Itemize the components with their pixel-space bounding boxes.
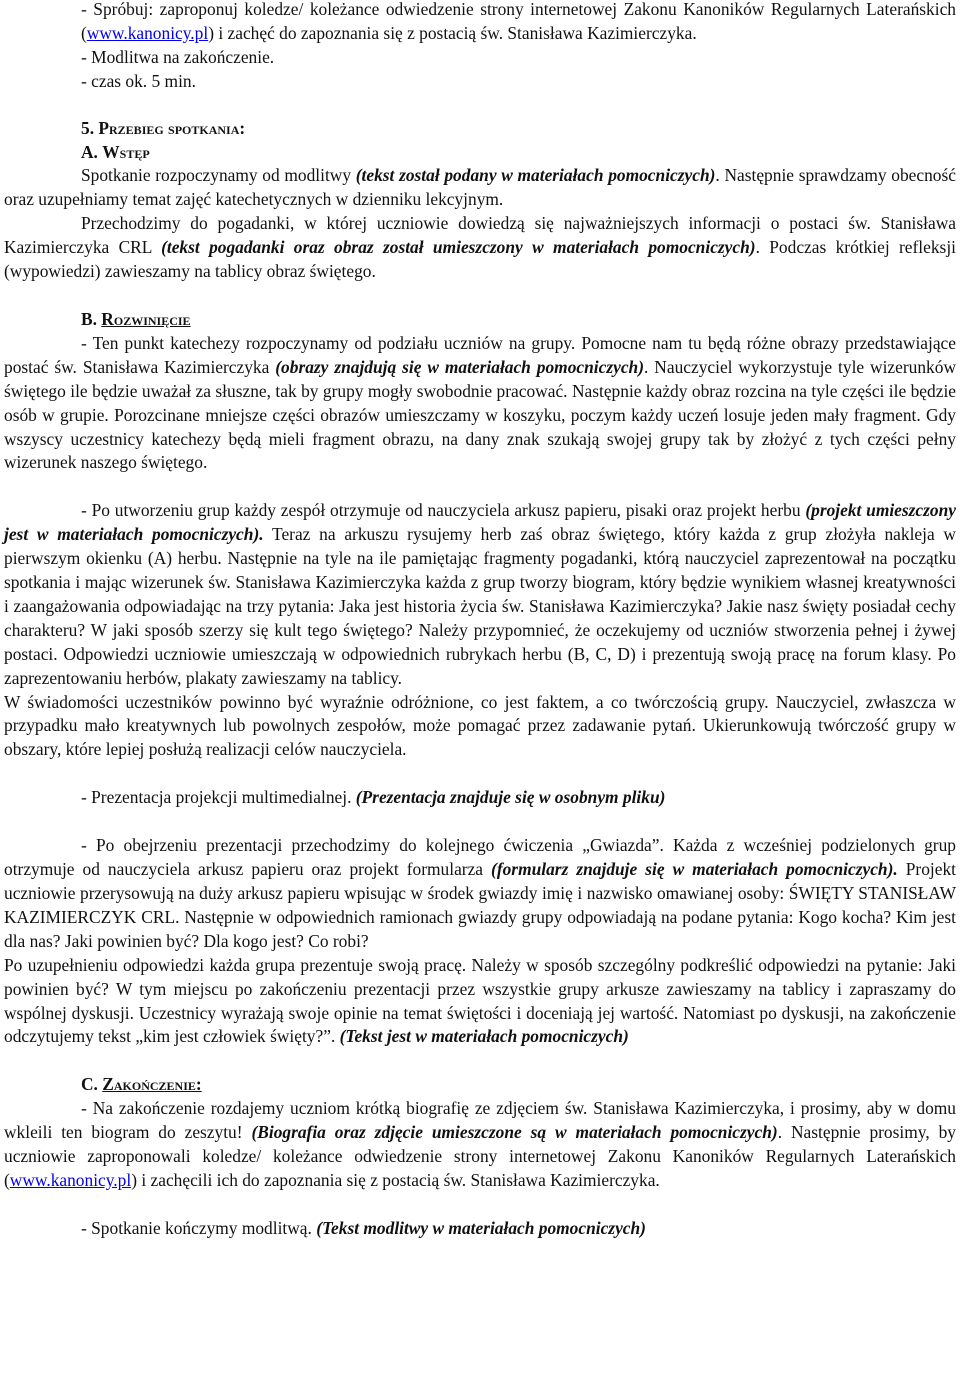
section-b-paragraph-1: [4, 332, 956, 475]
section-5-title: Przebieg spotkania:: [98, 117, 246, 138]
b-p1-text: - Ten punkt katechezy rozpoczynamy od podziału uczniów na grupy. Pomocne nam tu będą różne obrazy przedstawiające postać św. Stanisława Kazimierczyka: [4, 332, 956, 377]
b-p2-text: - Po utworzeniu grup każdy zespół otrzymuje od nauczyciela arkusz papieru, pisaki oraz projekt herbu: [81, 500, 806, 521]
section-b-paragraph-6: [4, 954, 956, 1050]
section-b-title: Rozwinięcie: [101, 308, 191, 329]
section-b-paragraph-3: W świadomości uczestników powinno być wyraźnie odróżnione, co jest faktem, a co twórczością grupy. Nauczyciel, zwłaszcza w przypadku mało kreatywnych lub powolnych zespołów, może pomagać przez zadawanie pytań. Ukierunkowują twórczość grupy w obszary, które lepiej posłużą realizacji celów nauczyciela.: [4, 691, 956, 760]
intro-text-post: ) i zachęć do zapoznania się z postacią św. Stanisława Kazimierczyka.: [208, 22, 697, 43]
b-p5-text: - Po obejrzeniu prezentacji przechodzimy do kolejnego ćwiczenia „Gwiazda”. Każda z wcześniej podzielonych grup otrzymuje od nauczyciela arkusz papieru oraz projekt formularza: [4, 835, 956, 880]
section-c-title: Zakończenie:: [102, 1074, 202, 1095]
b-p1-emphasis: (obrazy znajdują się w materiałach pomocniczych): [275, 356, 645, 377]
b-p4-emphasis: (Prezentacja znajduje się w osobnym pliku): [355, 787, 666, 808]
intro-text-pre: - Spróbuj: zaproponuj koledze/ koleżance odwiedzenie strony internetowej Zakonu Kanoników Regularnych Laterańskich (: [81, 0, 956, 43]
kanonicy-link-2[interactable]: www.kanonicy.pl: [9, 1169, 132, 1190]
section-a-heading: [4, 141, 956, 165]
b-p4-text: - Prezentacja projekcji multimedialnej.: [81, 787, 356, 808]
b-p1-rest: . Nauczyciel wykorzystuje tyle wizerunków świętego ile będzie uważał za słuszne, tak by grupy mogły swobodnie pracować. Następnie każdy obraz rozcina na tyle części ile będzie osób w grupie. Porozcinane mniejsze części obrazów umieszczamy w koszyku, poczym każdy uczeń losuje jeden mały fragment. Gdy wszyscy uczestnicy katechezy będą mieli fragment obrazu, na dany znak szukają swojej grupy tak by złożyć z tych części pełny wizerunek naszego świętego.: [4, 356, 957, 473]
a-p1-text: Spotkanie rozpoczynamy od modlitwy: [81, 165, 356, 186]
a-p1-emphasis: (tekst został podany w materiałach pomocniczych): [355, 165, 716, 186]
intro-prayer-line: - Modlitwa na zakończenie.: [81, 46, 275, 67]
b-p6-emphasis: (Tekst jest w materiałach pomocniczych): [339, 1026, 629, 1047]
section-5-number: 5.: [81, 117, 99, 138]
section-a-paragraph-2: [4, 212, 956, 284]
a-p2-rest: . Podczas krótkiej refleksji (wypowiedzi) zawieszamy na tablicy obraz świętego.: [4, 237, 956, 282]
section-a-paragraph-1: [4, 164, 956, 212]
b-p5-emphasis: (formularz znajduje się w materiałach pomocniczych).: [491, 859, 898, 880]
section-a-number: A.: [81, 141, 103, 162]
b-p6-text: Po uzupełnieniu odpowiedzi każda grupa prezentuje swoją pracę. Należy w sposób szczególny podkreślić odpowiedzi na pytanie: Jaki powinien być? W tym miejscu po zakończeniu prezentacji przez wszystkie grupy arkusze zawieszamy na tablicy i zapraszamy do wspólnej dyskusji. Uczestnicy wyrażają swoje opinie na temat świętości i doceniają jej wartość. Natomiast po dyskusji, na zakończenie odczytujemy tekst „kim jest człowiek święty?”.: [4, 954, 956, 1047]
section-5-heading: [4, 117, 956, 141]
section-b-paragraph-4: [4, 786, 956, 810]
section-c-number: C.: [81, 1074, 103, 1095]
section-b-number: B.: [81, 308, 102, 329]
c-p1-text: - Na zakończenie rozdajemy uczniom krótką biografię ze zdjęciem św. Stanisława Kazimierczyka, i prosimy, aby w domu wkleili ten biogram do zeszytu!: [4, 1098, 956, 1143]
intro-time-line: - czas ok. 5 min.: [81, 70, 196, 91]
b-p2-emphasis: (projekt umieszczony jest w materiałach pomocniczych).: [4, 500, 957, 545]
intro-paragraph: [4, 0, 956, 46]
a-p2-text: Przechodzimy do pogadanki, w której uczniowie dowiedzą się najważniejszych informacji o postaci św. Stanisława Kazimierczyka CRL: [4, 213, 956, 258]
section-a-title: Wstęp: [102, 141, 150, 162]
section-b-paragraph-2: [4, 499, 956, 690]
kanonicy-link[interactable]: www.kanonicy.pl: [86, 22, 209, 43]
section-b-heading: [4, 308, 956, 332]
c-p1-post: ) i zachęcili ich do zapoznania się z postacią św. Stanisława Kazimierczyka.: [131, 1169, 660, 1190]
section-b-paragraph-5: [4, 834, 956, 954]
c-p1-emphasis: (Biografia oraz zdjęcie umieszczone są w materiałach pomocniczych): [251, 1122, 778, 1143]
document-page: [4, 0, 956, 1241]
section-c-paragraph-2: [4, 1217, 956, 1241]
a-p1-rest: . Następnie sprawdzamy obecność oraz uzupełniamy temat zajęć katechetycznych w dzienniku lekcyjnym.: [4, 165, 956, 210]
c-p2-text: - Spotkanie kończymy modlitwą.: [81, 1217, 317, 1238]
c-p2-emphasis: (Tekst modlitwy w materiałach pomocniczych): [316, 1217, 646, 1238]
b-p5-rest: Projekt uczniowie przerysowują na duży arkusz papieru wpisując w środek gwiazdy imię i nazwisko omawianej osoby: ŚWIĘTY STANISŁAW KAZIMIERCZYK CRL. Następnie w odpowiednich ramionach gwiazdy grupy odpowiadają na podane pytania: Kogo kocha? Kim jest dla nas? Jaki powinien być? Dla kogo jest? Co robi?: [4, 859, 956, 951]
section-c-heading: [4, 1073, 956, 1097]
b-p2-rest: Teraz na arkuszu rysujemy herb zaś obraz świętego, który każda z grup złożyła nakleja w pierwszym okienku (A) herbu. Następnie na tyle na ile pamiętając fragmenty pogadanki, którą nauczyciel zaprezentował na początku spotkania i mając wizerunek św. Stanisława Kazimierczyka każda z grup tworzy biogram, który będzie wynikiem własnej kreatywności i zaangażowania odpowiadając na trzy pytania: Jaka jest historia życia św. Stanisława Kazimierczyka? Jakie nasz święty posiadał cechy charakteru? W jaki sposób szerzy się kult tego świętego? Należy przypomnieć, że oczekujemy od uczniów stworzenia pełnej i żywej postaci. Odpowiedzi uczniowie umieszczają w odpowiednich rubrykach herbu (B, C, D) i prezentują swoją pracę na forum klasy. Po zaprezentowaniu herbów, plakaty zawieszamy na tablicy.: [4, 524, 956, 688]
c-p1-mid: . Następnie prosimy, by uczniowie zaproponowali koledze/ koleżance odwiedzenie strony internetowej Zakonu Kanoników Regularnych Laterańskich (: [4, 1122, 956, 1190]
section-c-paragraph-1: [4, 1097, 956, 1193]
a-p2-emphasis: (tekst pogadanki oraz obraz został umieszczony w materiałach pomocniczych): [161, 237, 756, 258]
